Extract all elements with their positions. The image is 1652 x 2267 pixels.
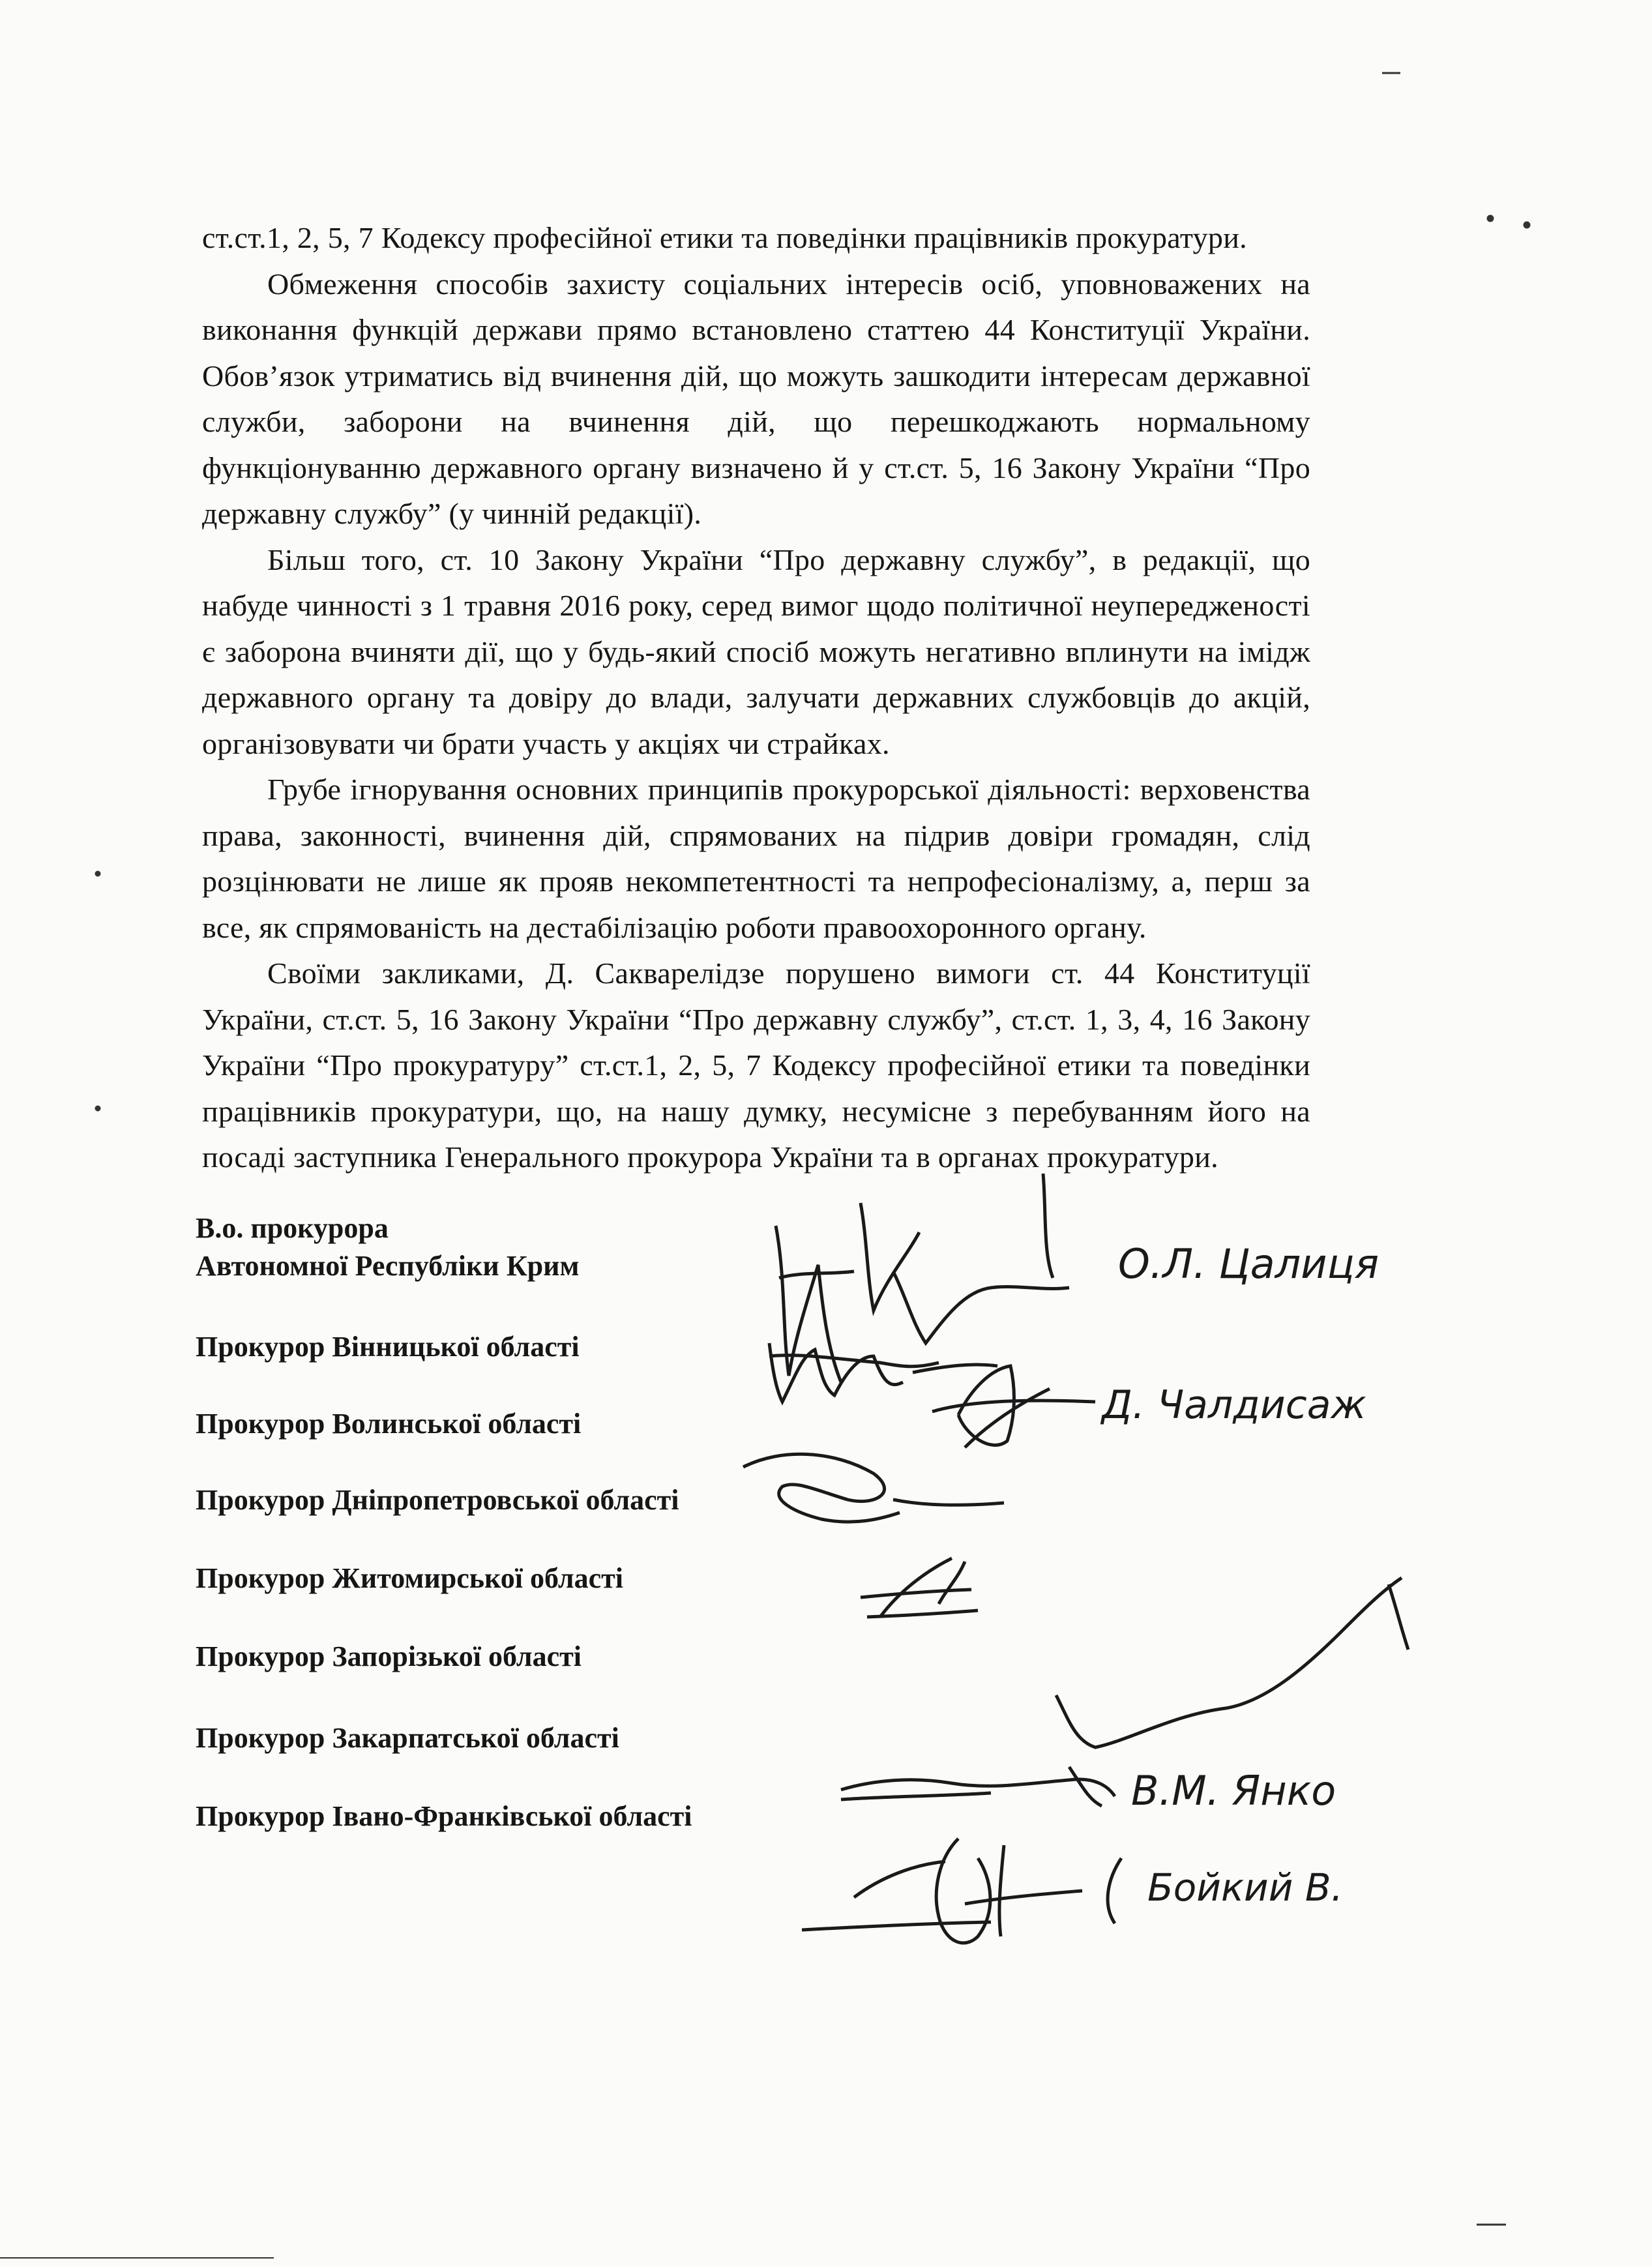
paragraph-1: ст.ст.1, 2, 5, 7 Кодексу професійної етики та поведінки працівників прокуратури. xyxy=(202,221,1247,254)
letter-body xyxy=(202,215,1310,1181)
signatory-dnipropetrovsk: Прокурор Дніпропетровської області xyxy=(196,1484,679,1516)
signatories-list xyxy=(196,1209,848,1832)
signatory-crimea-line1: В.о. прокурора xyxy=(196,1212,389,1244)
signatory-crimea-line2: Автономної Республіки Крим xyxy=(196,1250,580,1282)
signature-vinnytsia xyxy=(769,1343,997,1402)
signature-ivano-frankivsk xyxy=(802,1839,1121,1943)
signature-zhytomyr xyxy=(861,1558,978,1617)
signature-ivano-frankivsk-name: Бойкий В. xyxy=(1147,1865,1344,1910)
signatory-zhytomyr: Прокурор Житомирської області xyxy=(196,1562,623,1594)
signature-zakarpattia-name: В.М. Янко xyxy=(1131,1767,1336,1815)
signature-zaporizhzhia xyxy=(1056,1578,1408,1747)
signatory-vinnytsia: Прокурор Вінницької області xyxy=(196,1331,580,1363)
signature-volyn-name: Д. Чалдисаж xyxy=(1102,1382,1366,1428)
paragraph-3: Більш того, ст. 10 Закону України “Про державну службу”, в редакції, що набуде чинності з 1 травня 2016 року, серед вимог щодо політичної неупередженості є заборона вчиняти дії, що у будь-який спосіб можуть негативно вплинути на імідж державного органу та довіру до влади, залучати державних службовців до акцій, організовувати чи брати участь у акціях чи страйках. xyxy=(202,542,1310,760)
signatory-zakarpattia: Прокурор Закарпатської області xyxy=(196,1722,619,1754)
paragraph-5: Своїми закликами, Д. Сакварелідзе порушено вимоги ст. 44 Конституції України, ст.ст. 5, 16 Закону України “Про державну службу”, ст.ст. 1, 3, 4, 16 Закону України “Про прокуратуру” ст.ст.1, 2, 5, 7 Кодексу професійної етики та поведінки працівників прокуратури, що, на нашу думку, несумісне з перебуванням його на посаді заступника Генерального прокурора України та в органах прокуратури. xyxy=(202,956,1310,1174)
signature-volyn xyxy=(932,1366,1095,1447)
signatory-volyn: Прокурор Волинської області xyxy=(196,1408,582,1440)
signature-zakarpattia xyxy=(841,1767,1115,1806)
signature-dnipropetrovsk xyxy=(743,1454,1004,1522)
signatory-ivano-frankivsk: Прокурор Івано-Франківської області xyxy=(196,1800,692,1832)
signatory-crimea-title xyxy=(196,1209,848,1285)
paragraph-4: Грубе ігнорування основних принципів прокурорської діяльності: верховенства права, законності, вчинення дій, спрямованих на підрив довіри громадян, слід розцінювати не лише як прояв некомпетентності та непрофесіоналізму, а, перш за все, як спрямованість на дестабілізацію роботи правоохоронного органу. xyxy=(202,773,1310,944)
signatory-zaporizhzhia: Прокурор Запорізької області xyxy=(196,1640,582,1672)
signature-crimea-name: О.Л. Цалиця xyxy=(1118,1240,1379,1288)
paragraph-2: Обмеження способів захисту соціальних інтересів осіб, уповноважених на виконання функцій держави прямо встановлено статтею 44 Конституції України. Обов’язок утриматись від вчинення дій, що можуть зашкодити інтересам державної служби, заборони на вчинення дій, що перешкоджають нормальному функціонуванню державного органу визначено й у ст.ст. 5, 16 Закону України “Про державну службу” (у чинній редакції). xyxy=(202,267,1310,530)
